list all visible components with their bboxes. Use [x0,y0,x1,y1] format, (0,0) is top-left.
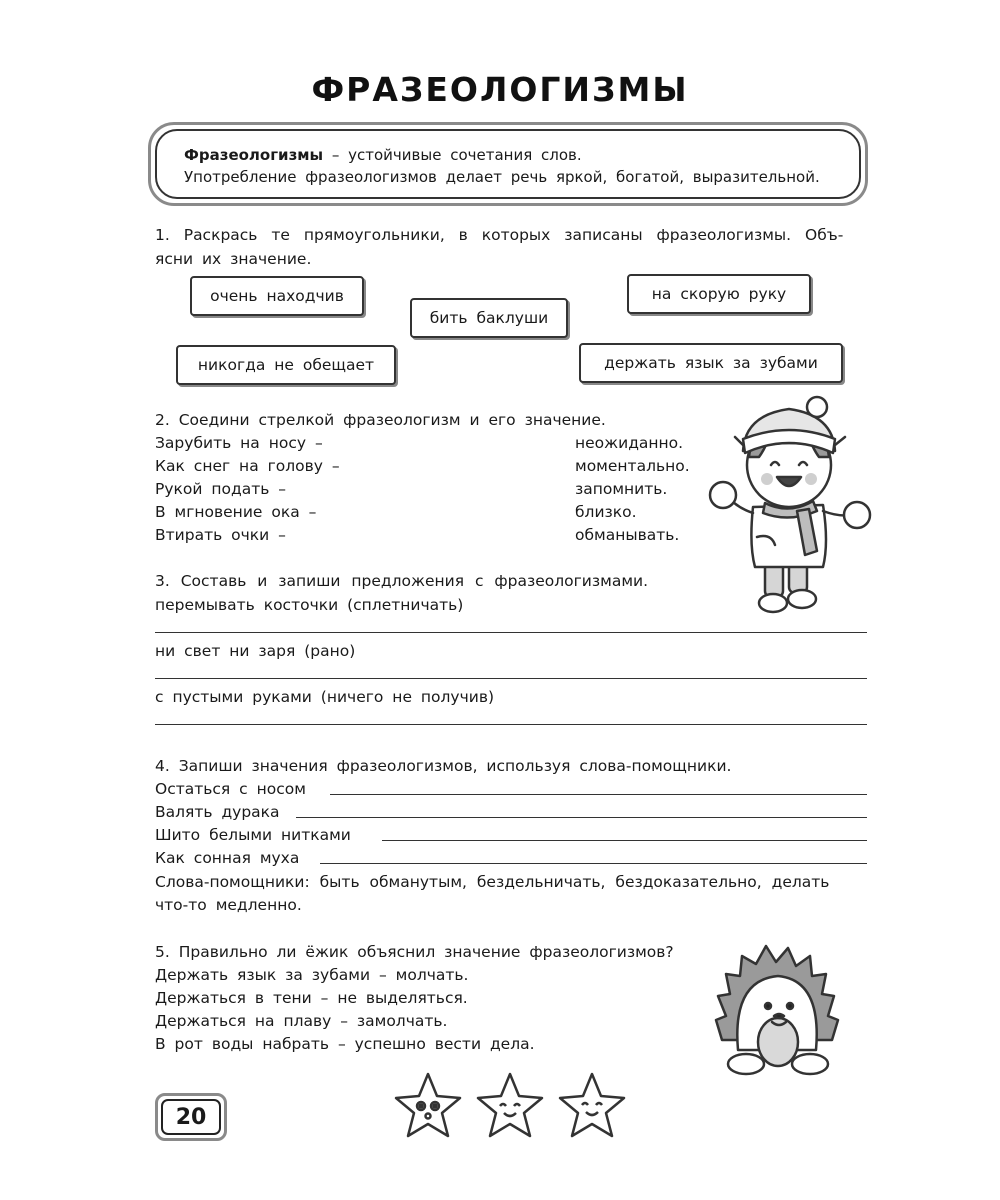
phrase-box-2[interactable]: бить баклуши [410,298,568,338]
task2-left-5[interactable]: Втирать очки – [155,526,286,544]
task4-answer-line-1[interactable] [330,794,867,795]
task5-item-3: Держаться на плаву – замолчать. [155,1012,448,1030]
star-icon-2 [478,1074,542,1136]
page-number: 20 [161,1099,221,1135]
task2-right-3[interactable]: запомнить. [575,480,668,498]
task2-left-1[interactable]: Зарубить на носу – [155,434,323,452]
task5-item-2: Держаться в тени – не выделяться. [155,989,468,1007]
task4-item-3: Шито белыми нитками [155,826,351,844]
task4-helpers-line2: что-то медленно. [155,896,302,914]
page-number-badge [155,1093,227,1141]
task3-answer-line-3[interactable] [155,724,867,725]
task4-answer-line-2[interactable] [296,817,867,818]
task5-heading: 5. Правильно ли ёжик объяснил значение фразеологизмов? [155,943,674,961]
task1-heading-line2: ясни их значение. [155,250,312,268]
task4-answer-line-3[interactable] [382,840,867,841]
task2-right-5[interactable]: обманывать. [575,526,680,544]
task4-item-2: Валять дурака [155,803,280,821]
hedgehog-illustration [712,940,842,1080]
task2-right-1[interactable]: неожиданно. [575,434,684,452]
phrase-box-5[interactable]: держать язык за зубами [579,343,843,383]
task2-right-4[interactable]: близко. [575,503,637,521]
phrase-box-3[interactable]: на скорую руку [627,274,811,314]
definition-term: Фразеологизмы [184,146,324,164]
star-icon-3 [560,1074,624,1136]
phrase-box-4[interactable]: никогда не обещает [176,345,396,385]
task4-heading: 4. Запиши значения фразеологизмов, используя слова-помощники. [155,757,732,775]
phrase-box-1[interactable]: очень находчив [190,276,364,316]
task3-item-2: ни свет ни заря (рано) [155,642,356,660]
task2-left-2[interactable]: Как снег на голову – [155,457,340,475]
task4-item-1: Остаться с носом [155,780,306,798]
task2-right-2[interactable]: моментально. [575,457,690,475]
girl-illustration [705,395,880,625]
stars-decoration [390,1068,630,1148]
task4-answer-line-4[interactable] [320,863,867,864]
star-icon-1 [396,1074,460,1136]
task3-item-3: с пустыми руками (ничего не получив) [155,688,495,706]
task2-left-4[interactable]: В мгновение ока – [155,503,317,521]
task3-item-1: перемывать косточки (сплетничать) [155,596,464,614]
task3-answer-line-2[interactable] [155,678,867,679]
page-title: ФРАЗЕОЛОГИЗМЫ [311,70,689,109]
task2-left-3[interactable]: Рукой подать – [155,480,287,498]
task4-item-4: Как сонная муха [155,849,300,867]
task5-item-1: Держать язык за зубами – молчать. [155,966,469,984]
definition-line-1: Фразеологизмы – устойчивые сочетания слов. [184,146,582,164]
task1-heading-line1: 1. Раскрась те прямоугольники, в которых записаны фразеологизмы. Объ- [155,226,844,244]
task2-heading: 2. Соедини стрелкой фразеологизм и его значение. [155,411,606,429]
task4-helpers-line1: Слова-помощники: быть обманутым, бездельничать, бездоказательно, делать [155,873,830,891]
task5-item-4: В рот воды набрать – успешно вести дела. [155,1035,535,1053]
task3-heading: 3. Составь и запиши предложения с фразеологизмами. [155,572,649,590]
definition-line-2: Употребление фразеологизмов делает речь яркой, богатой, выразительной. [184,168,820,186]
task3-answer-line-1[interactable] [155,632,867,633]
